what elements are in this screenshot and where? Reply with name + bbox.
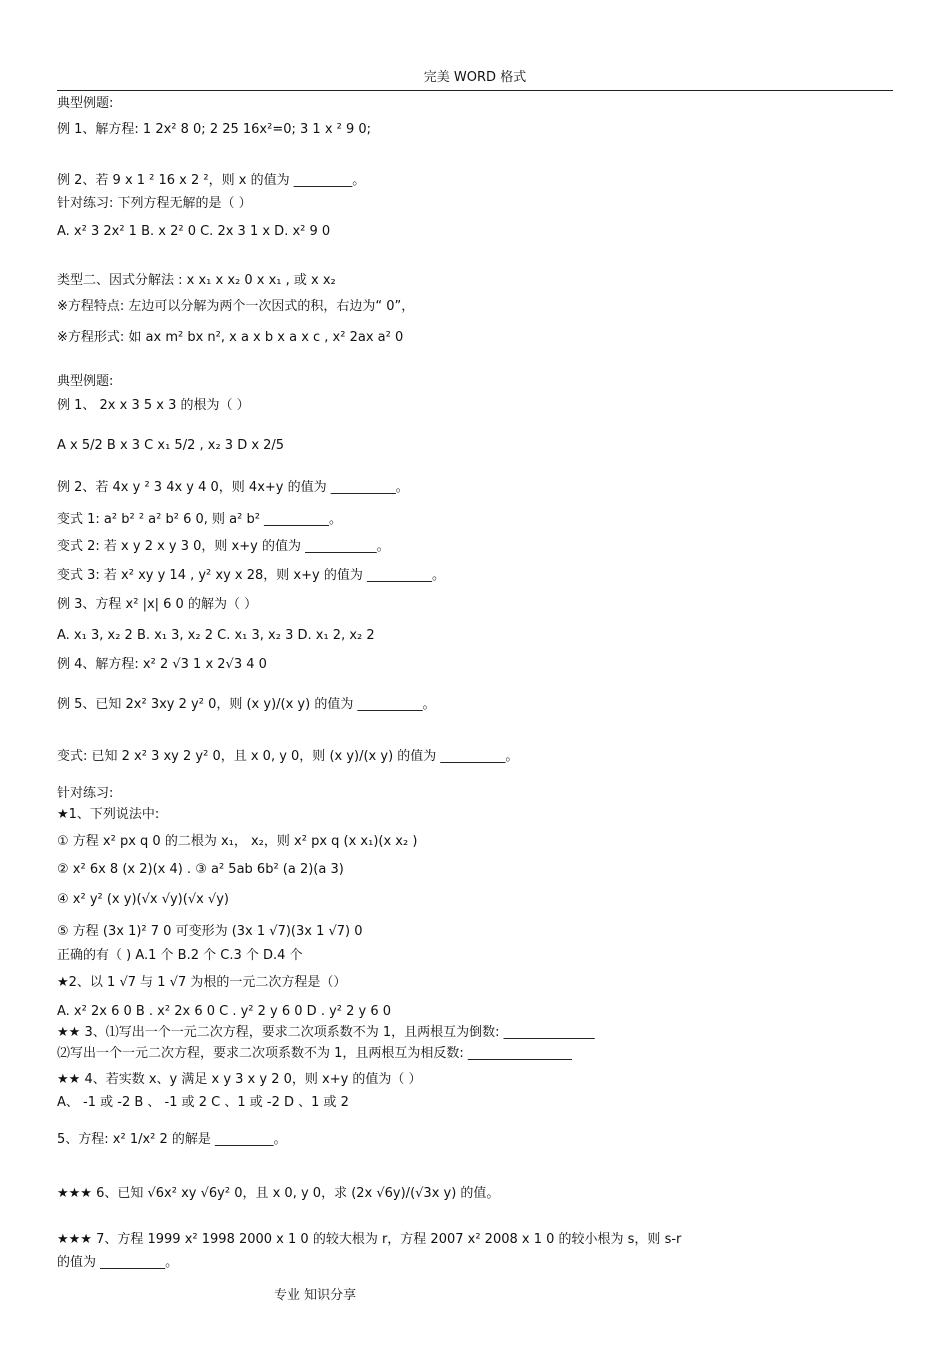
- text-line: 变式: 已知 2 x² 3 xy 2 y² 0，且 x 0, y 0，则 (x y)/(x y) 的值为 __________。: [57, 749, 519, 764]
- text-line: 例 2、若 4x y ² 3 4x y 4 0，则 4x+y 的值为 __________。: [57, 480, 409, 495]
- text-line: ★★★ 6、已知 √6x² xy √6y² 0，且 x 0, y 0，求 (2x √6y)/(√3x y) 的值。: [57, 1186, 500, 1201]
- text-line: 例 4、解方程: x² 2 √3 1 x 2√3 4 0: [57, 657, 267, 672]
- text-line: ② x² 6x 8 (x 2)(x 4) . ③ a² 5ab 6b² (a 2)(a 3): [57, 862, 344, 877]
- text-line: ★1、下列说法中:: [57, 807, 160, 822]
- text-line: 的值为 __________。: [57, 1255, 179, 1270]
- text-line: ★★ 3、⑴写出一个一元二次方程，要求二次项系数不为 1，且两根互为倒数: ______________: [57, 1025, 595, 1040]
- text-line: ※方程特点: 左边可以分解为两个一次因式的积，右边为“ 0”，: [57, 299, 415, 314]
- text-line: ★2、以 1 √7 与 1 √7 为根的一元二次方程是（）: [57, 975, 347, 990]
- text-line: A. x² 2x 6 0 B . x² 2x 6 0 C . y² 2 y 6 0 D . y² 2 y 6 0: [57, 1004, 392, 1019]
- text-line: 例 3、方程 x² |x| 6 0 的解为（ ）: [57, 597, 258, 612]
- text-line: 针对练习: 下列方程无解的是（ ）: [57, 196, 252, 211]
- text-line: 针对练习:: [57, 786, 114, 801]
- text-line: 例 1、 2x x 3 5 x 3 的根为（ ）: [57, 398, 250, 413]
- text-line: 变式 2: 若 x y 2 x y 3 0，则 x+y 的值为 ___________。: [57, 539, 390, 554]
- text-line: 5、方程: x² 1/x² 2 的解是 _________。: [57, 1132, 287, 1147]
- text-line: ① 方程 x² px q 0 的二根为 x₁， x₂，则 x² px q (x x₁)(x x₂ ): [57, 834, 418, 849]
- text-line: 变式 3: 若 x² xy y 14 , y² xy x 28，则 x+y 的值为 __________。: [57, 568, 445, 583]
- text-line: ④ x² y² (x y)(√x √y)(√x √y): [57, 892, 229, 907]
- text-line: ⑤ 方程 (3x 1)² 7 0 可变形为 (3x 1 √7)(3x 1 √7) 0: [57, 924, 363, 939]
- text-line: ★★★ 7、方程 1999 x² 1998 2000 x 1 0 的较大根为 r，方程 2007 x² 2008 x 1 0 的较小根为 s，则 s-r: [57, 1232, 682, 1247]
- text-line: 典型例题:: [57, 374, 114, 389]
- text-line: ★★ 4、若实数 x、y 满足 x y 3 x y 2 0，则 x+y 的值为（ ）: [57, 1072, 422, 1087]
- text-line: ※方程形式: 如 ax m² bx n², x a x b x a x c , x² 2ax a² 0: [57, 330, 404, 345]
- page-header: 完美 WORD 格式: [423, 70, 527, 85]
- text-line: ⑵写出一个一元二次方程，要求二次项系数不为 1，且两根互为相反数: ________________: [57, 1046, 572, 1061]
- text-line: 类型二、因式分解法 : x x₁ x x₂ 0 x x₁ , 或 x x₂: [57, 273, 336, 288]
- text-line: A. x₁ 3, x₂ 2 B. x₁ 3, x₂ 2 C. x₁ 3, x₂ 3 D. x₁ 2, x₂ 2: [57, 628, 375, 643]
- text-line: 典型例题:: [57, 96, 114, 111]
- text-line: 例 2、若 9 x 1 ² 16 x 2 ²，则 x 的值为 _________。: [57, 173, 366, 188]
- text-line: 正确的有（ ) A.1 个 B.2 个 C.3 个 D.4 个: [57, 948, 303, 963]
- text-line: 例 5、已知 2x² 3xy 2 y² 0，则 (x y)/(x y) 的值为 __________。: [57, 697, 436, 712]
- text-line: A x 5/2 B x 3 C x₁ 5/2 , x₂ 3 D x 2/5: [57, 438, 285, 453]
- page-footer: 专业 知识分享: [274, 1288, 357, 1303]
- text-line: 变式 1: a² b² ² a² b² 6 0, 则 a² b² __________。: [57, 512, 343, 527]
- text-line: A. x² 3 2x² 1 B. x 2² 0 C. 2x 3 1 x D. x² 9 0: [57, 224, 331, 239]
- text-line: A、 -1 或 -2 B 、 -1 或 2 C 、1 或 -2 D 、1 或 2: [57, 1095, 349, 1110]
- text-line: 例 1、解方程: 1 2x² 8 0; 2 25 16x²=0; 3 1 x ² 9 0;: [57, 122, 372, 137]
- header-rule: [57, 90, 893, 91]
